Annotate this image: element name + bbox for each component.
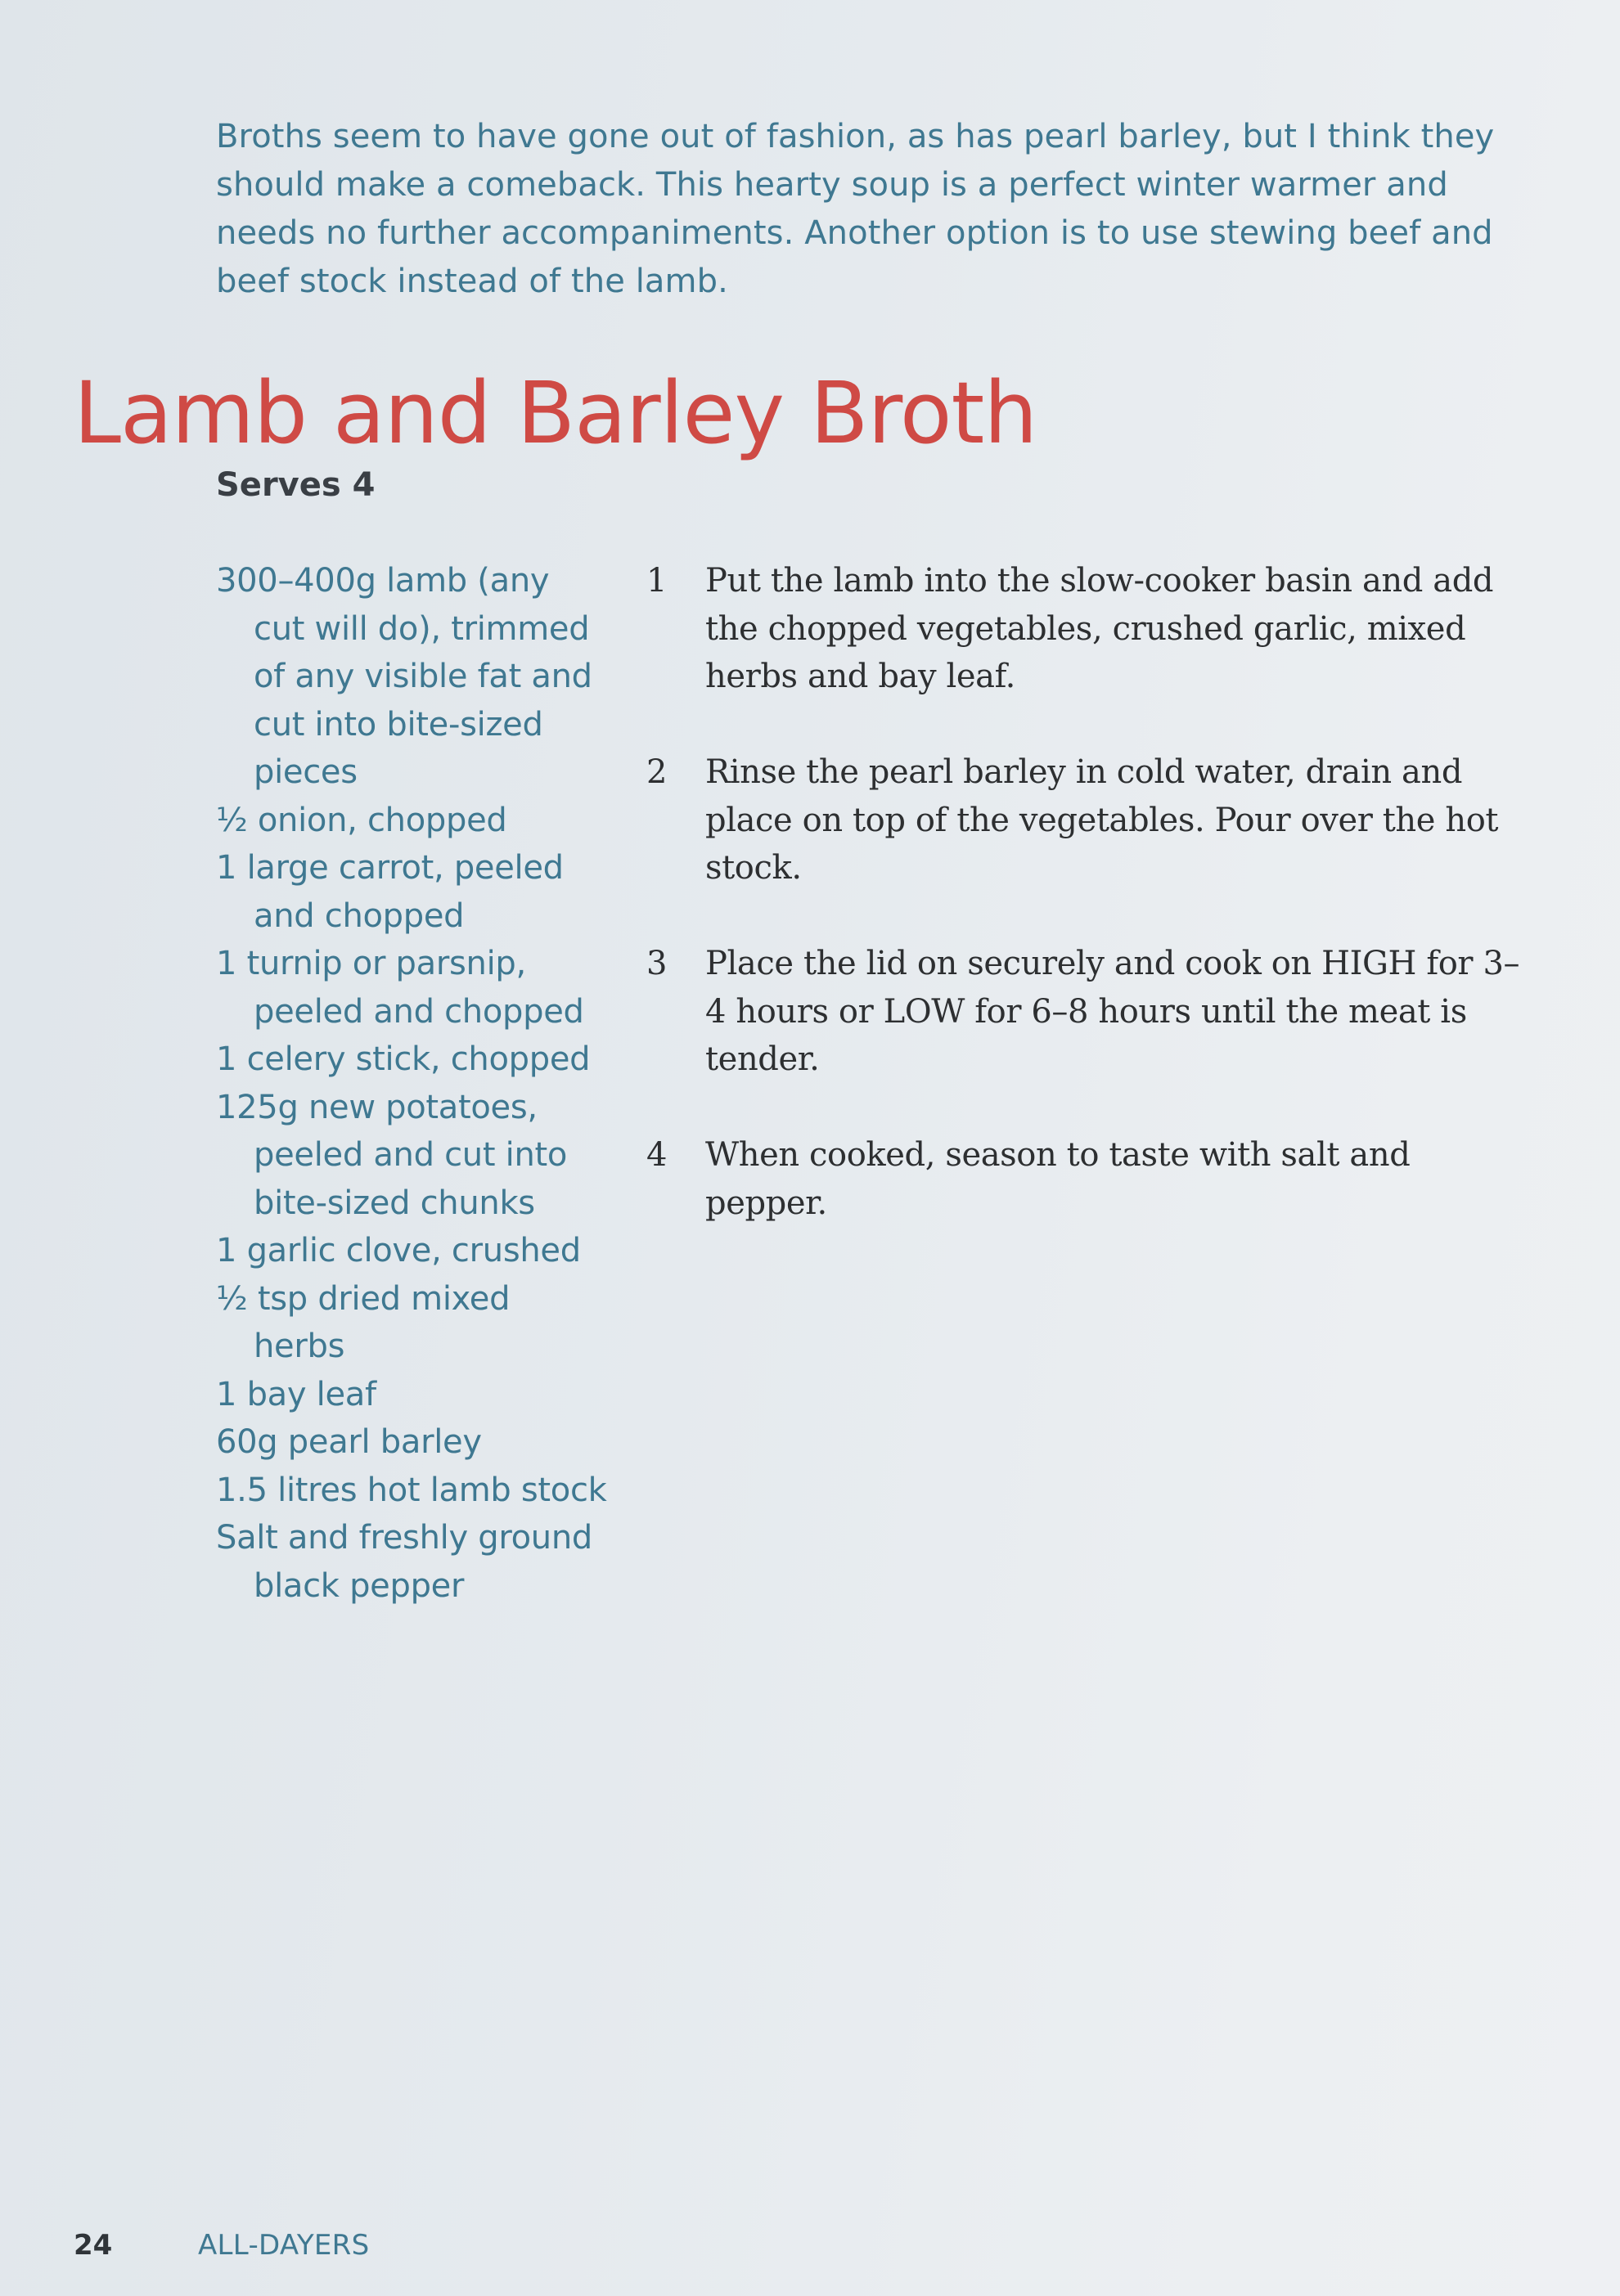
ingredient-item: 1 bay leaf (216, 1375, 376, 1413)
ingredient-item: 1.5 litres hot lamb stock (216, 1471, 607, 1509)
ingredient-item: 1 celery stick, chopped (216, 1040, 591, 1078)
method-step (646, 748, 1530, 892)
method-step (646, 557, 1530, 701)
step-text: Place the lid on securely and cook on HIGH for 3–4 hours or LOW for 6–8 hours until the meat is tender. (705, 945, 1520, 1078)
ingredient-item: ½ onion, chopped (216, 801, 507, 839)
ingredient-item: 60g pearl barley (216, 1423, 482, 1461)
ingredient-item: Salt and freshly ground black pepper (216, 1519, 592, 1605)
serves-label: Serves 4 (216, 466, 376, 504)
chapter-running-head: ALL-DAYERS (198, 2229, 370, 2262)
step-text: Put the lamb into the slow-cooker basin and add the chopped vegetables, crushed garlic, mixed herbs and bay leaf. (705, 562, 1494, 695)
method-step (646, 940, 1530, 1084)
method-steps (646, 557, 1530, 1275)
step-number: 1 (646, 562, 668, 600)
ingredient-list (216, 557, 609, 1610)
step-number: 2 (646, 753, 668, 791)
ingredient-item: 1 garlic clove, crushed (216, 1232, 581, 1269)
step-number: 3 (646, 945, 668, 982)
recipe-title: Lamb and Barley Broth (74, 363, 1037, 463)
ingredient-item: 1 turnip or parsnip, peeled and chopped (216, 945, 584, 1031)
ingredient-item: 300–400g lamb (any cut will do), trimmed of any visible fat and cut into bite-sized pieces (216, 562, 592, 791)
ingredient-item: ½ tsp dried mixed herbs (216, 1279, 511, 1365)
step-text: When cooked, season to taste with salt and pepper. (705, 1136, 1411, 1222)
ingredient-item: 1 large carrot, peeled and chopped (216, 849, 564, 935)
intro-paragraph: Broths seem to have gone out of fashion, as has pearl barley, but I think they should make a comeback. This hearty soup is a perfect winter warmer and needs no further accompaniments. Another option is to use stewing beef and beef stock instead of the lamb. (216, 118, 1495, 300)
ingredient-item: 125g new potatoes, peeled and cut into bite-sized chunks (216, 1088, 568, 1222)
step-text: Rinse the pearl barley in cold water, drain and place on top of the vegetables. Pour over the hot stock. (705, 753, 1499, 887)
page-number: 24 (74, 2229, 113, 2262)
method-step (646, 1131, 1530, 1227)
step-number: 4 (646, 1136, 668, 1174)
